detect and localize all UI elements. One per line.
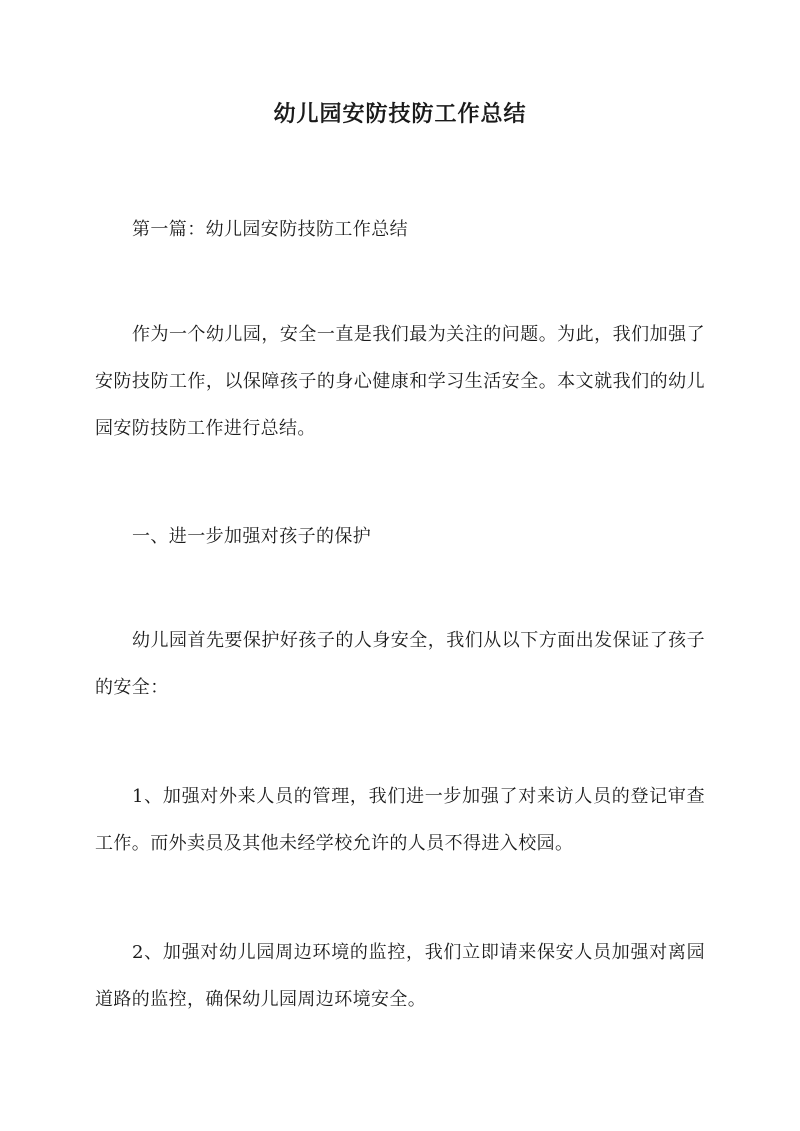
intro-paragraph: 作为一个幼儿园，安全一直是我们最为关注的问题。为此，我们加强了安防技防工作，以保障孩子的身心健康和学习生活安全。本文就我们的幼儿园安防技防工作进行总结。 — [95, 324, 705, 439]
list-item-1: 1、加强对外来人员的管理，我们进一步加强了对来访人员的登记审查工作。而外卖员及其他未经学校允许的人员不得进入校园。 — [95, 786, 705, 854]
section-body-paragraph: 幼儿园首先要保护好孩子的人身安全，我们从以下方面出发保证了孩子的安全： — [95, 630, 705, 698]
list-item-2: 2、加强对幼儿园周边环境的监控，我们立即请来保安人员加强对离园道路的监控，确保幼儿园周边环境安全。 — [95, 942, 705, 1010]
subtitle-paragraph: 第一篇：幼儿园安防技防工作总结 — [132, 219, 408, 240]
section-heading: 一、进一步加强对孩子的保护 — [132, 526, 372, 547]
page-title: 幼儿园安防技防工作总结 — [273, 101, 527, 127]
